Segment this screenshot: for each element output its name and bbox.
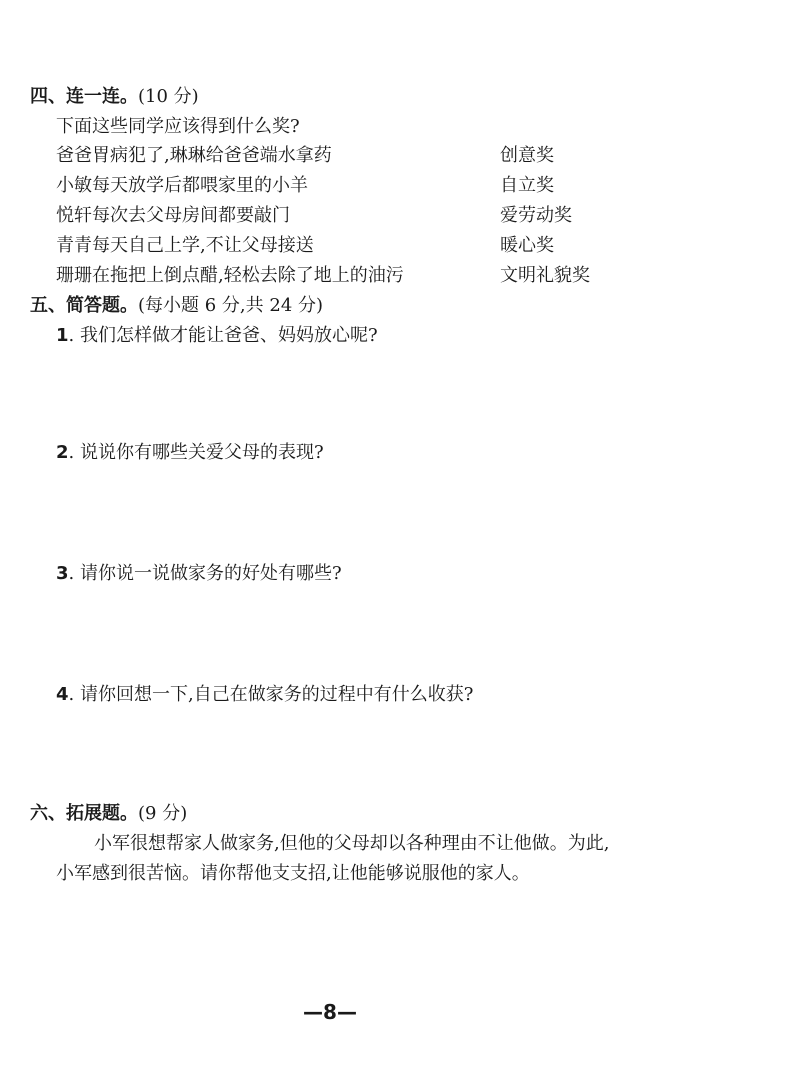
question-1 (56, 325, 378, 347)
section4-title: 四、连一连。 (30, 86, 138, 107)
section4-prompt: 下面这些同学应该得到什么奖? (56, 116, 300, 137)
left-item-2: 小敏每天放学后都喂家里的小羊 (56, 175, 308, 196)
question-text: . 说说你有哪些关爱父母的表现? (68, 442, 324, 463)
page-number: —8— (303, 1000, 357, 1024)
question-4 (56, 684, 473, 706)
question-text: . 请你回想一下,自己在做家务的过程中有什么收获? (68, 684, 474, 705)
question-2 (56, 442, 324, 464)
section4-score: (10 分) (138, 86, 199, 107)
left-item-4: 青青每天自己上学,不让父母接送 (56, 235, 314, 256)
question-number: 2 (56, 442, 69, 463)
right-item-4: 暖心奖 (500, 235, 554, 256)
left-item-5: 珊珊在拖把上倒点醋,轻松去除了地上的油污 (56, 265, 404, 286)
right-item-2: 自立奖 (500, 175, 554, 196)
right-item-3: 爱劳动奖 (500, 205, 572, 226)
section6-title: 六、拓展题。 (30, 803, 138, 824)
section6-paragraph-line2: 小军感到很苦恼。请你帮他支支招,让他能够说服他的家人。 (56, 863, 530, 884)
right-item-5: 文明礼貌奖 (500, 265, 590, 286)
question-3 (56, 563, 342, 585)
section6-paragraph-line1: 小军很想帮家人做家务,但他的父母却以各种理由不让他做。为此, (94, 833, 610, 854)
left-item-3: 悦轩每次去父母房间都要敲门 (56, 205, 290, 226)
question-text: . 我们怎样做才能让爸爸、妈妈放心呢? (68, 325, 378, 346)
question-number: 3 (56, 563, 69, 584)
right-item-1: 创意奖 (500, 145, 554, 166)
section6-score: (9 分) (138, 803, 188, 824)
section5-heading (30, 295, 323, 317)
section5-title: 五、简答题。 (30, 295, 138, 316)
section6-heading (30, 803, 187, 825)
left-item-1: 爸爸胃病犯了,琳琳给爸爸端水拿药 (56, 145, 332, 166)
question-number: 4 (56, 684, 69, 705)
question-text: . 请你说一说做家务的好处有哪些? (68, 563, 342, 584)
question-number: 1 (56, 325, 69, 346)
section4-heading (30, 86, 199, 108)
section5-score: (每小题 6 分,共 24 分) (138, 295, 324, 316)
